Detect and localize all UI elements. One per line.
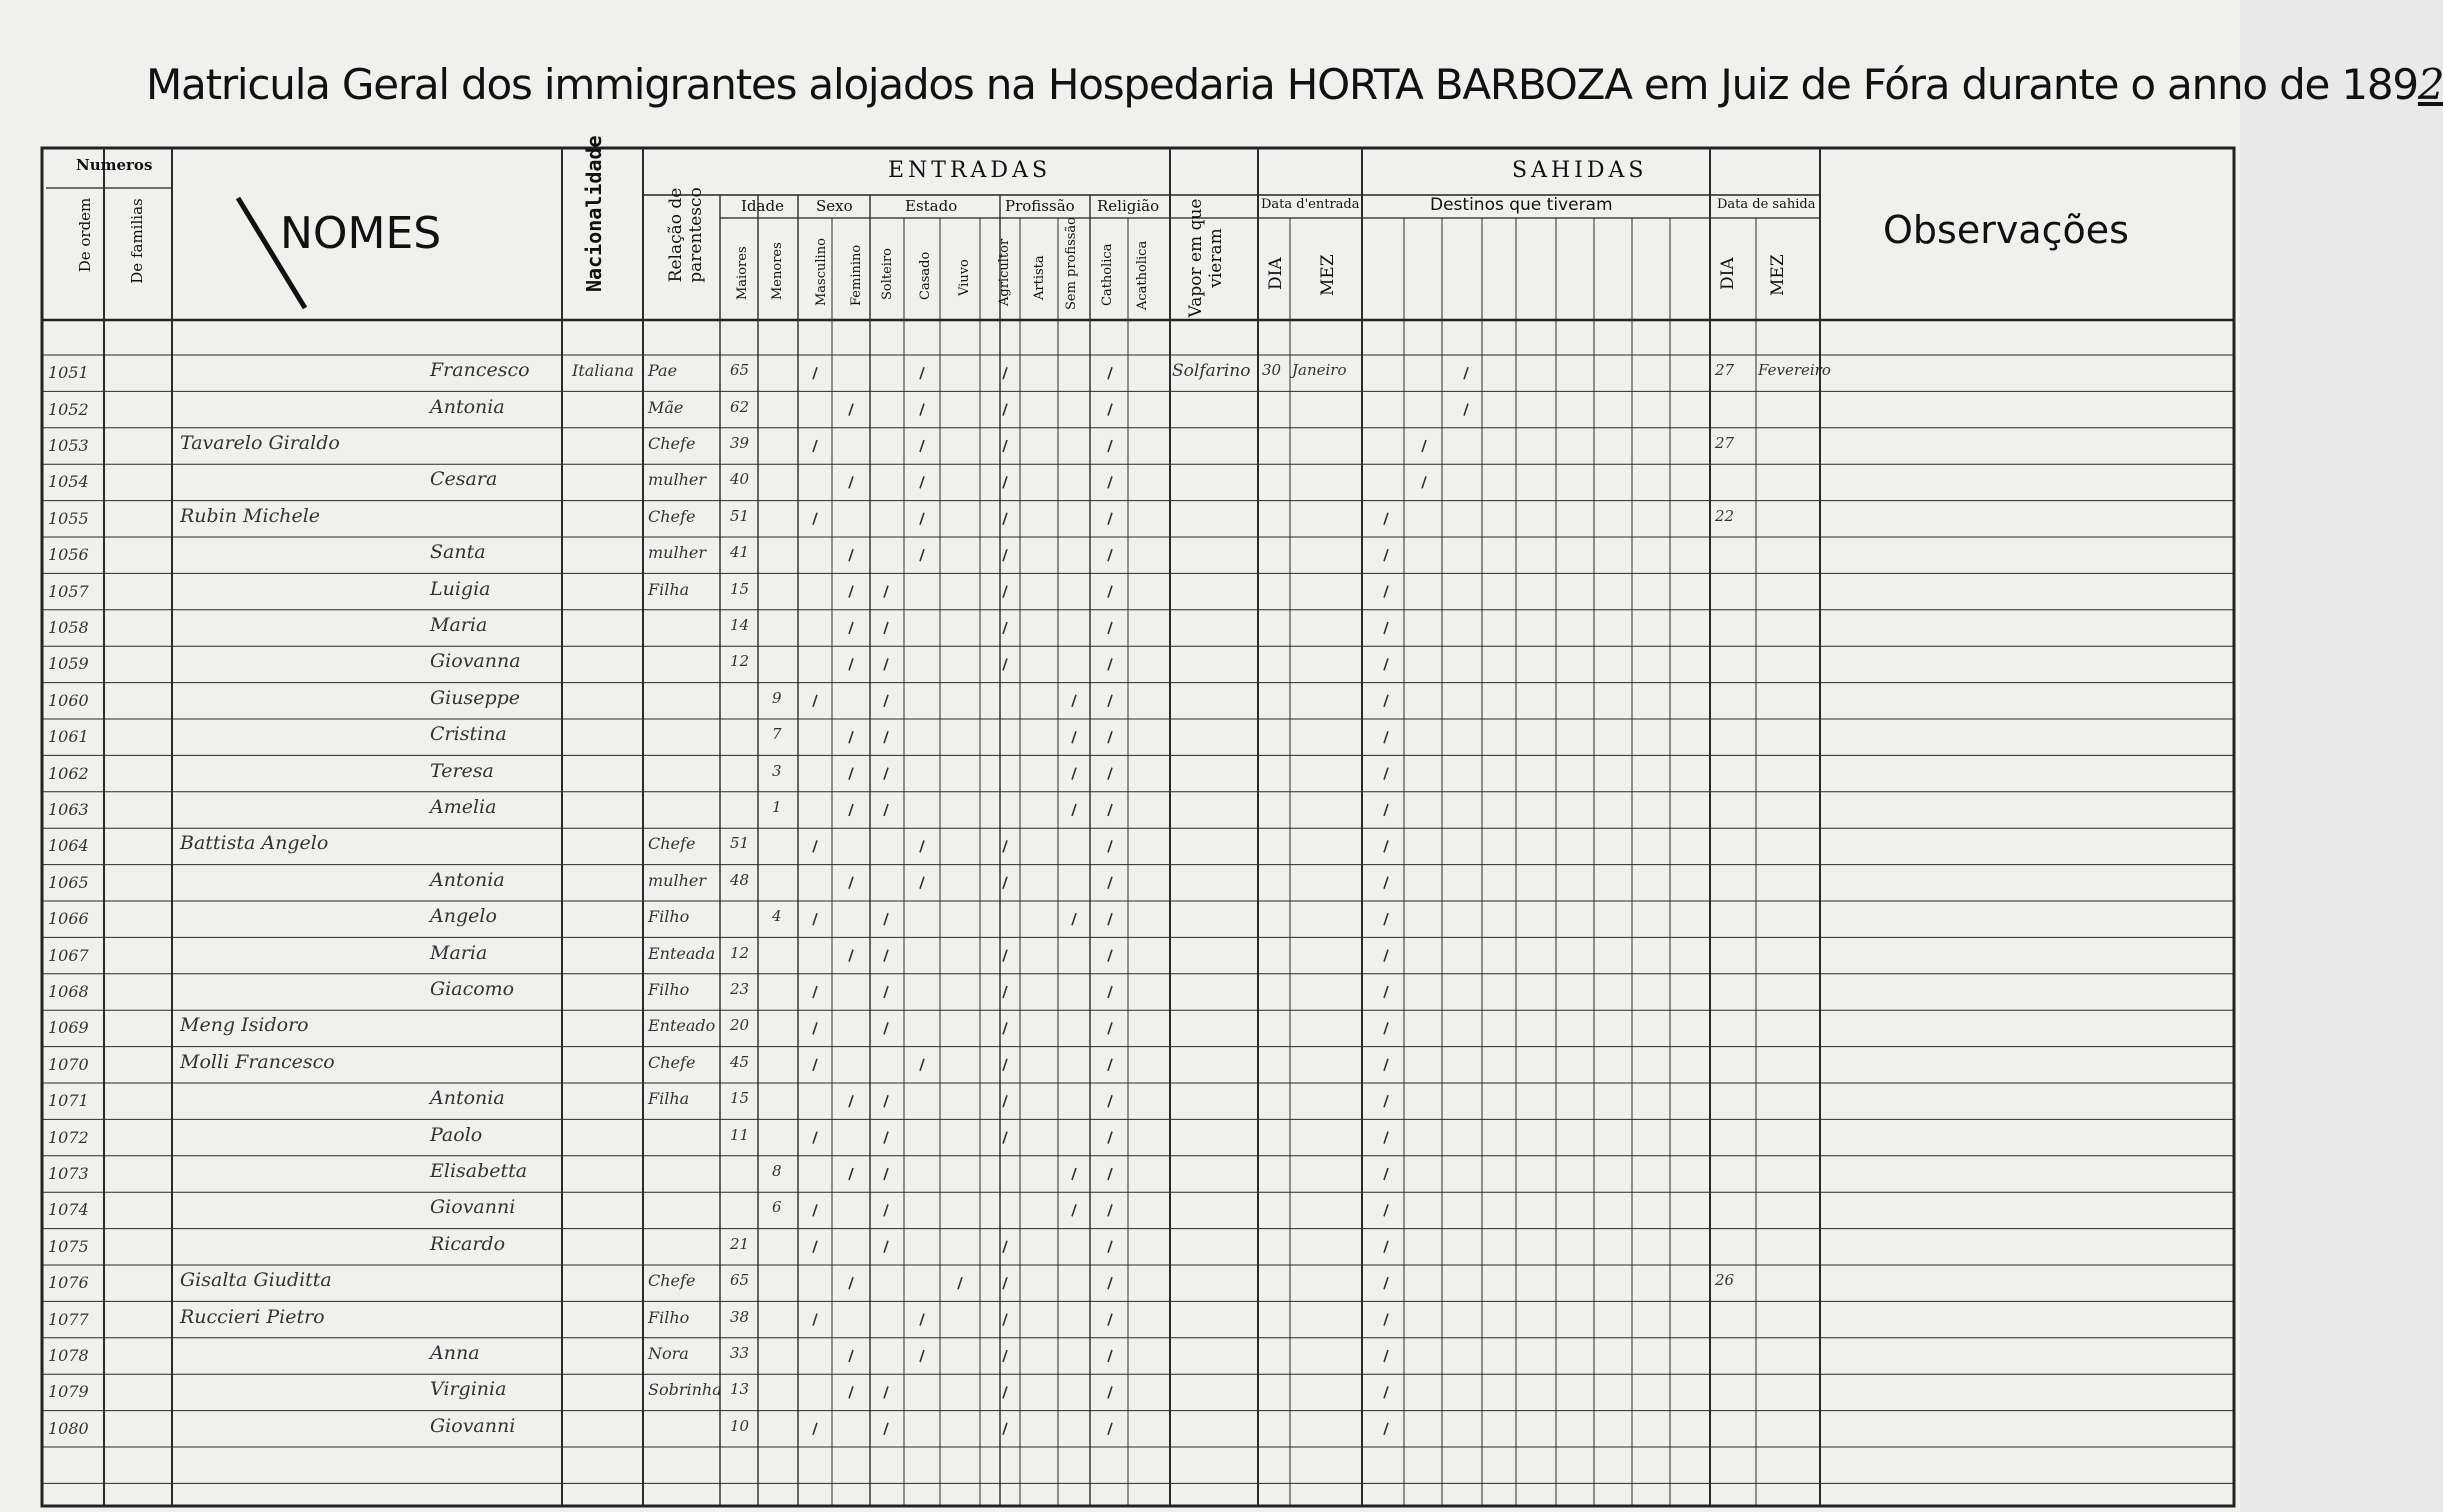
row-maiores: 65 [730,1271,750,1290]
row-given-name: Angelo [430,905,497,928]
row-ordem: 1068 [48,982,89,1001]
row-ordem: 1062 [48,763,89,783]
header-de-familias: De familias [128,198,146,284]
row-given-name: Luigia [430,577,491,600]
row-given-name: Antonia [430,395,505,418]
row-family-name: Meng Isidoro [180,1014,309,1037]
row-dia-sahida: 22 [1715,506,1735,525]
row-menores: 3 [772,761,782,780]
header-sexo: Sexo [816,197,853,215]
row-maiores: 39 [730,434,750,452]
title-hospedaria: HORTA BARBOZA [1286,60,1632,109]
row-ordem: 1058 [48,618,89,637]
row-ordem: 1054 [48,472,89,492]
header-viuvo: Viuvo [957,259,972,296]
row-relacao: Enteado [648,1016,716,1036]
header-vapor: Vapor em que vieram [1186,198,1226,318]
row-menores: 4 [772,907,782,926]
row-family-name: Tavarelo Giraldo [180,432,340,454]
row-menores: 1 [772,798,782,816]
row-ordem: 1066 [48,909,89,929]
row-maiores: 15 [730,579,750,598]
header-sahidas: SAHIDAS [1512,158,1648,183]
row-given-name: Giuseppe [430,686,521,709]
row-relacao: Enteada [648,943,716,963]
row-maiores: 48 [730,870,750,889]
row-relacao: Chefe [648,1271,696,1291]
row-relacao: Nora [648,1344,689,1363]
header-entradas: ENTRADAS [888,158,1052,183]
header-masculino: Masculino [814,238,829,306]
title-year-digit: 2 [2417,60,2443,109]
row-maiores: 21 [730,1234,750,1253]
header-artista: Artista [1032,255,1047,300]
title-middle: em Juiz de Fóra durante o anno de 189 [1643,60,2418,109]
row-ordem: 1067 [48,945,89,965]
header-relacao: Relação de parentesco [666,187,706,283]
row-mez-sahida: Fevereiro [1758,361,1831,380]
row-ordem: 1071 [48,1091,89,1111]
header-agricultor: Agricultor [997,238,1012,306]
row-relacao: Filho [648,980,690,999]
row-given-name: Antonia [430,868,505,891]
row-relacao: Mãe [648,397,684,417]
row-given-name: Virginia [430,1378,507,1401]
row-relacao: Chefe [648,434,696,453]
row-ordem: 1075 [48,1236,89,1256]
row-given-name: Elisabetta [430,1160,528,1182]
row-ordem: 1069 [48,1018,89,1038]
row-ordem: 1055 [48,508,89,528]
row-given-name: Giovanna [430,650,521,673]
row-given-name: Amelia [430,796,497,818]
row-maiores: 13 [730,1380,750,1399]
header-profissao: Profissão [1005,197,1075,215]
row-ordem: 1065 [48,872,89,892]
row-maiores: 51 [730,834,750,853]
row-given-name: Paolo [430,1123,483,1146]
row-maiores: 33 [730,1344,750,1362]
row-ordem: 1064 [48,836,89,856]
row-relacao: Sobrinha [648,1380,722,1400]
header-mez-entrada: MEZ [1318,254,1338,296]
row-ordem: 1076 [48,1273,89,1293]
row-ordem: 1056 [48,545,89,565]
row-relacao: Chefe [648,506,696,526]
row-maiores: 23 [730,980,750,998]
row-given-name: Giovanni [430,1196,516,1219]
header-maiores: Maiores [735,246,750,300]
row-relacao: Filha [648,579,690,599]
row-maiores: 11 [730,1125,750,1144]
header-solteiro: Solteiro [880,247,895,300]
row-relacao: mulher [648,543,707,563]
row-ordem: 1070 [48,1054,89,1074]
row-dia-sahida: 26 [1715,1271,1735,1290]
row-maiores: 12 [730,652,750,671]
header-data-sahida: Data de sahida [1717,197,1816,212]
header-nomes: NOMES [280,208,442,259]
row-maiores: 20 [730,1016,750,1035]
row-ordem: 1079 [48,1382,89,1402]
row-given-name: Francesco [430,359,530,382]
header-dia-entrada: DIA [1266,257,1286,290]
row-ordem: 1073 [48,1164,89,1183]
header-data-entrada: Data d'entrada [1261,197,1360,212]
row-maiores: 41 [730,543,750,562]
row-menores: 7 [772,725,782,744]
row-relacao: Filha [648,1089,690,1109]
row-vapor: Solfarino [1172,361,1251,382]
row-menores: 6 [772,1198,782,1217]
row-maiores: 10 [730,1416,750,1435]
header-acatholica: Acatholica [1135,240,1150,310]
row-given-name: Giovanni [430,1414,516,1437]
row-dia-sahida: 27 [1715,361,1735,380]
row-family-name: Gisalta Giuditta [180,1269,332,1292]
header-menores: Menores [770,242,785,300]
row-given-name: Maria [430,941,488,964]
row-given-name: Giacomo [430,978,515,1000]
header-catholica: Catholica [1100,243,1115,306]
header-religiao: Religião [1097,197,1160,215]
row-relacao: Pae [648,361,678,381]
row-relacao: mulher [648,870,707,890]
row-relacao: mulher [648,470,707,490]
row-relacao: Chefe [648,834,696,854]
header-nacionalidade: Nacionalidade [582,135,606,292]
row-given-name: Antonia [430,1087,505,1110]
row-relacao: Filho [648,1307,690,1327]
header-destinos: Destinos que tiveram [1430,195,1613,215]
header-casado: Casado [918,251,933,300]
row-maiores: 15 [730,1089,750,1108]
header-dia-sahida: DIA [1718,257,1738,290]
row-nacionalidade: Italiana [572,361,634,381]
row-family-name: Rubin Michele [180,504,321,527]
row-given-name: Teresa [430,759,494,782]
header-de-ordem: De ordem [76,197,94,273]
row-given-name: Ricardo [430,1232,506,1255]
row-family-name: Ruccieri Pietro [180,1305,325,1328]
row-ordem: 1057 [48,581,89,601]
header-idade: Idade [741,197,784,215]
row-maiores: 12 [730,943,750,962]
row-ordem: 1074 [48,1200,89,1220]
header-estado: Estado [905,197,958,215]
header-observacoes: Observações [1883,208,2129,252]
row-given-name: Anna [430,1342,480,1364]
row-mez-entrada: Janeiro [1292,361,1347,380]
row-given-name: Cristina [430,723,507,746]
row-relacao: Chefe [648,1052,696,1072]
row-ordem: 1078 [48,1346,89,1365]
header-sem-profissao: Sem profissão [1064,216,1079,310]
row-menores: 9 [772,688,782,707]
row-given-name: Maria [430,614,488,636]
row-dia-sahida: 27 [1715,434,1735,452]
row-ordem: 1060 [48,690,89,710]
row-maiores: 40 [730,470,750,489]
row-maiores: 14 [730,616,750,634]
row-maiores: 62 [730,397,750,416]
row-ordem: 1077 [48,1309,89,1329]
row-ordem: 1072 [48,1127,89,1147]
title-prefix: Matricula Geral dos immigrantes alojados na Hospedaria [146,60,1275,109]
row-ordem: 1061 [48,727,89,747]
row-given-name: Cesara [430,468,498,491]
row-family-name: Molli Francesco [180,1050,335,1073]
header-mez-sahida: MEZ [1768,254,1788,296]
row-maiores: 65 [730,361,750,380]
row-menores: 8 [772,1162,782,1180]
row-ordem: 1053 [48,436,89,455]
row-ordem: 1051 [48,363,89,383]
header-numeros: Numeros [76,156,153,174]
row-ordem: 1080 [48,1418,89,1438]
row-maiores: 38 [730,1307,750,1326]
row-maiores: 45 [730,1052,750,1071]
row-ordem: 1059 [48,654,89,674]
row-dia-entrada: 30 [1262,361,1282,380]
row-family-name: Battista Angelo [180,832,329,855]
row-given-name: Santa [430,541,486,564]
row-maiores: 51 [730,506,750,525]
row-relacao: Filho [648,907,690,927]
row-ordem: 1063 [48,800,89,819]
header-feminino: Feminino [849,244,864,306]
row-ordem: 1052 [48,399,89,419]
